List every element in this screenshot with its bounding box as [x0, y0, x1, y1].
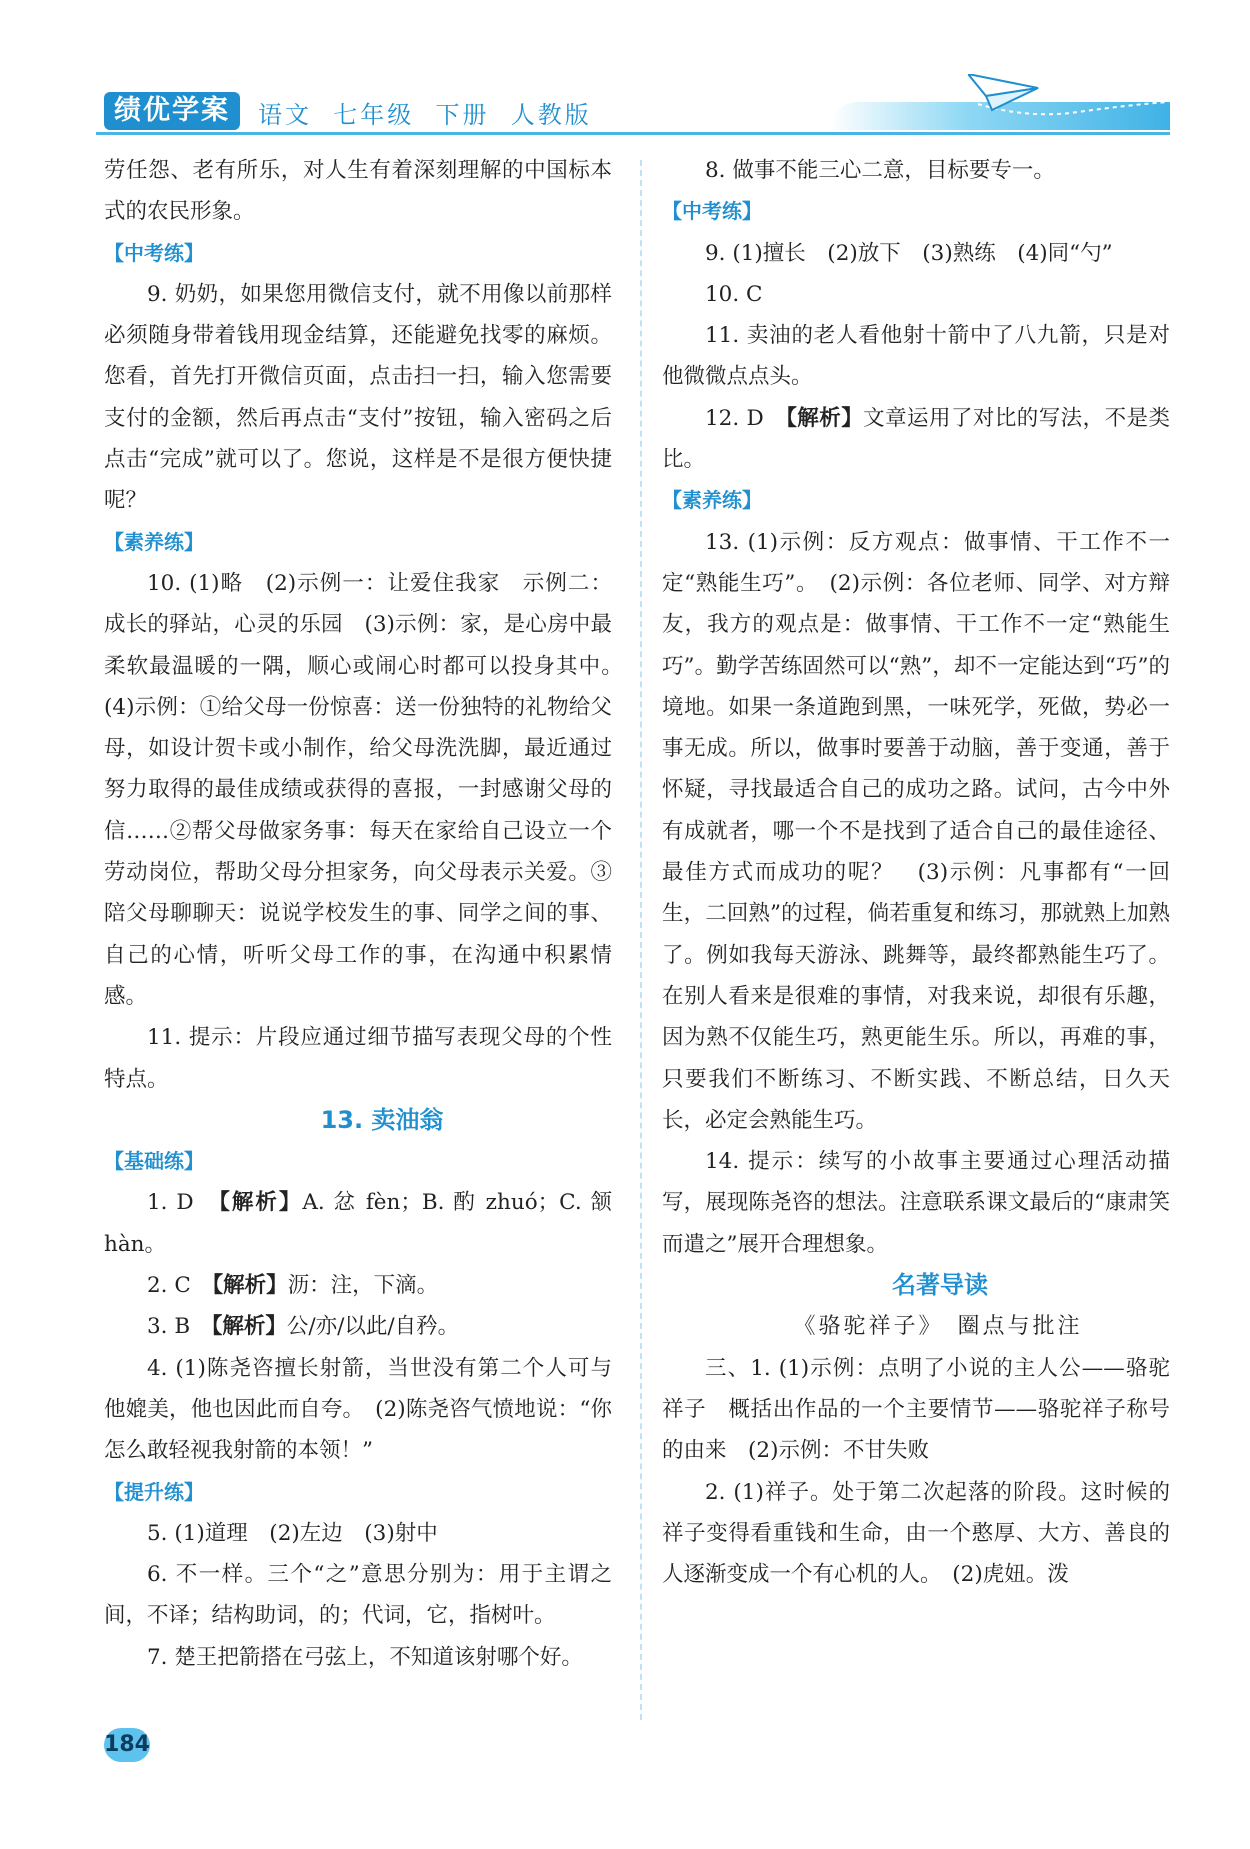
analysis-label: 【解析】: [212, 1273, 288, 1299]
analysis-text: 文章运用了对比的写法，不是类比。: [662, 405, 1170, 473]
section-tag: 【素养练】: [662, 488, 762, 513]
analysis-text: 公/亦/以此/自矜。: [286, 1314, 460, 1340]
answer-item: [104, 1306, 612, 1347]
answer-paragraph: 11. 提示：片段应通过细节描写表现父母的个性特点。: [104, 1025, 612, 1092]
answer-paragraph: 劳任怨、老有所乐，对人生有着深刻理解的中国标本式的农民形象。: [104, 158, 612, 225]
answer-paragraph: 7. 楚王把箭搭在弓弦上，不知道该射哪个好。: [147, 1644, 583, 1670]
section-tag: 【中考练】: [104, 240, 204, 265]
answer-paragraph: 9. (1)擅长 (2)放下 (3)熟练 (4)同“勺”: [705, 240, 1113, 266]
answer-paragraph: 11. 卖油的老人看他射十箭中了八九箭，只是对他微微点点头。: [662, 323, 1170, 390]
section-subheading: 《骆驼祥子》 圈点与批注: [793, 1314, 1083, 1340]
lesson-title: 13. 卖油翁: [320, 1105, 444, 1134]
analysis-text: A. 忿 fèn；B. 酌 zhuó；C. 颔 hàn。: [104, 1190, 612, 1257]
header-subtitle: 语文 七年级 下册 人教版: [258, 101, 592, 129]
page-number: 184: [104, 1728, 150, 1762]
answer-item: [104, 1265, 612, 1306]
answer-item: [662, 398, 1170, 481]
paper-plane-icon: [968, 74, 1178, 134]
answer-paragraph: 6. 不一样。三个“之”意思分别为：用于主谓之间，不译；结构助词，的；代词，它，指树叶。: [104, 1562, 612, 1629]
analysis-label: 【解析】: [219, 1190, 303, 1216]
analysis-text: 沥：注，下滴。: [287, 1273, 439, 1299]
section-tag: 【中考练】: [662, 199, 762, 224]
column-divider: [640, 160, 642, 1720]
lesson-title: 名著导读: [892, 1271, 988, 1300]
answer-paragraph: 10. C: [705, 281, 763, 307]
left-column: [104, 150, 634, 1678]
header-rule: [96, 132, 1170, 135]
answer-paragraph: 9. 奶奶，如果您用微信支付，就不用像以前那样必须随身带着钱用现金结算，还能避免找零的麻烦。您看，首先打开微信页面，点击扫一扫，输入您需要支付的金额，然后再点击“支付”按钮，输入密码之后点击“完成”就可以了。您说，这样是不是很方便快捷呢？: [104, 281, 612, 514]
page-header: [0, 0, 1250, 150]
answer-number: 3. B: [147, 1314, 212, 1340]
answer-number: 12. D: [705, 405, 787, 431]
answer-paragraph: 8. 做事不能三心二意，目标要专一。: [705, 158, 1055, 183]
answer-number: 2. C: [147, 1273, 213, 1299]
answer-paragraph: 13. (1)示例：反方观点：做事情、干工作不一定“熟能生巧”。 (2)示例：各位老师、同学、对方辩友，我方的观点是：做事情、干工作不一定“熟能生巧”。勤学苦练固然可以“熟”，却不一定能达到“巧”的境地。如果一条道跑到黑，一味死学，死做，势必一事无成。所以，做事时要善于动脑，善于变通，善于怀疑，寻找最适合自己的成功之路。试问，古今中外有成就者，哪一个不是找到了适合自己的最佳途径、最佳方式而成功的呢？ (3)示例：凡事都有“一回生，二回熟”的过程，倘若重复和练习，那就熟上加熟了。例如我每天游泳、跳舞等，最终都熟能生巧了。在别人看来是很难的事情，对我来说，却很有乐趣，因为熟不仅能生巧，熟更能生乐。所以，再难的事，只要我们不断练习、不断实践、不断总结，日久天长，必定会熟能生巧。: [662, 529, 1170, 1133]
answer-paragraph: 14. 提示：续写的小故事主要通过心理活动描写，展现陈尧咨的想法。注意联系课文最后的“康肃笑而遣之”展开合理想象。: [662, 1149, 1170, 1257]
answer-paragraph: 2. (1)祥子。处于第二次起落的阶段。这时候的祥子变得看重钱和生命，由一个憨厚、大方、善良的人逐渐变成一个有心机的人。 (2)虎妞。泼: [662, 1479, 1170, 1588]
right-column: [662, 150, 1170, 1595]
answer-paragraph: 5. (1)道理 (2)左边 (3)射中: [147, 1520, 438, 1546]
answer-paragraph: 4. (1)陈尧咨擅长射箭，当世没有第二个人可与他媲美，他也因此而自夸。 (2)陈尧咨气愤地说：“你怎么敢轻视我射箭的本领！”: [104, 1355, 612, 1464]
answer-item: [104, 1182, 612, 1265]
answer-paragraph: 10. (1)略 (2)示例一：让爱住我家 示例二：成长的驿站，心灵的乐园 (3)示例：家，是心房中最柔软最温暖的一隅，顺心或闹心时都可以投身其中。 (4)示例：①给父母一份惊喜：送一份独特的礼物给父母，如设计贺卡或小制作，给父母洗洗脚，最近通过努力取得的最佳成绩或获得的喜报，一封感谢父母的信……②帮父母做家务事：每天在家给自己设立一个劳动岗位，帮助父母分担家务，向父母表示关爱。③陪父母聊聊天：说说学校发生的事、同学之间的事、自己的心情，听听父母工作的事，在沟通中积累情感。: [104, 570, 634, 1009]
section-tag: 【素养练】: [104, 529, 204, 554]
brand-logo: 绩优学案: [104, 92, 240, 130]
section-tag: 【基础练】: [104, 1149, 204, 1174]
answer-number: 1. D: [147, 1190, 220, 1216]
section-tag: 【提升练】: [104, 1479, 204, 1504]
analysis-label: 【解析】: [211, 1314, 287, 1340]
answer-paragraph: 三、1. (1)示例：点明了小说的主人公——骆驼祥子 概括出作品的一个主要情节——骆驼祥子称号的由来 (2)示例：不甘失败: [662, 1355, 1170, 1464]
analysis-label: 【解析】: [786, 405, 864, 431]
